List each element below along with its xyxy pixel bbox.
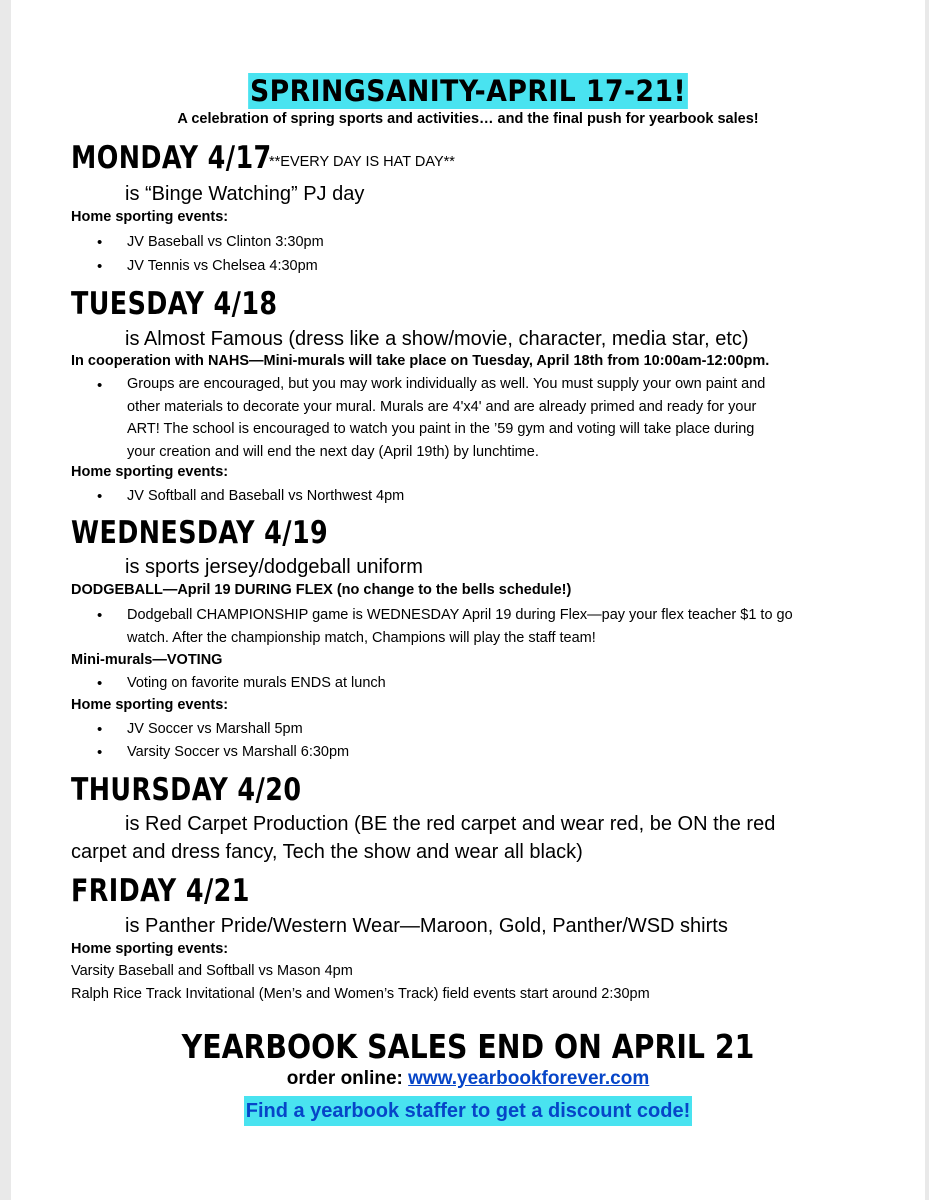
wednesday-event-2: Varsity Soccer vs Marshall 6:30pm — [127, 744, 350, 760]
tuesday-events-label: Home sporting events: — [71, 464, 229, 480]
bullet: • — [97, 744, 103, 761]
monday-event-1: JV Baseball vs Clinton 3:30pm — [127, 234, 324, 250]
tuesday-murals-line-1: Groups are encouraged, but you may work individually as well. You must supply your own paint and — [127, 376, 766, 392]
monday-event-2: JV Tennis vs Chelsea 4:30pm — [127, 258, 318, 274]
friday-event-1: Varsity Baseball and Softball vs Mason 4pm — [71, 963, 353, 979]
flyer-title: SPRINGSANITY-APRIL 17-21! — [249, 74, 687, 108]
bullet: • — [97, 258, 103, 275]
monday-events-label: Home sporting events: — [71, 209, 229, 225]
flyer-subtitle: A celebration of spring sports and activities… and the final push for yearbook sales! — [177, 111, 759, 127]
dodgeball-label: DODGEBALL—April 19 DURING FLEX (no change to the bells schedule!) — [71, 582, 572, 598]
voting-item: Voting on favorite murals ENDS at lunch — [127, 675, 386, 691]
discount-code-note: Find a yearbook staffer to get a discount code! — [244, 1096, 693, 1126]
order-online-line — [11, 1068, 925, 1090]
tuesday-heading: TUESDAY 4/18 — [71, 286, 278, 322]
thursday-theme-line-2: carpet and dress fancy, Tech the show and wear all black) — [71, 841, 583, 863]
monday-theme: is “Binge Watching” PJ day — [125, 183, 365, 205]
yearbook-sales-end-heading: YEARBOOK SALES END ON APRIL 21 — [181, 1027, 755, 1066]
tuesday-murals-line-3: ART! The school is encouraged to watch you paint in the ’59 gym and voting will take place during — [127, 421, 755, 437]
tuesday-murals-line-4: your creation and will end the next day (April 19th) by lunchtime. — [127, 444, 539, 460]
hat-day-note: **EVERY DAY IS HAT DAY** — [269, 154, 455, 170]
friday-heading: FRIDAY 4/21 — [71, 873, 250, 909]
friday-theme: is Panther Pride/Western Wear—Maroon, Gold, Panther/WSD shirts — [125, 915, 728, 937]
thursday-theme-line-1: is Red Carpet Production (BE the red carpet and wear red, be ON the red — [125, 813, 776, 835]
bullet: • — [97, 607, 103, 624]
dodgeball-line-2: watch. After the championship match, Champions will play the staff team! — [127, 630, 596, 646]
wednesday-theme: is sports jersey/dodgeball uniform — [125, 556, 423, 578]
bullet: • — [97, 675, 103, 692]
wednesday-events-label: Home sporting events: — [71, 697, 229, 713]
order-online-label: order online: — [286, 1068, 403, 1089]
wednesday-heading: WEDNESDAY 4/19 — [71, 515, 329, 551]
yearbook-order-link[interactable]: www.yearbookforever.com — [408, 1068, 650, 1089]
bullet: • — [97, 377, 103, 394]
monday-heading: MONDAY 4/17 — [71, 140, 272, 176]
flyer-page — [11, 0, 925, 1200]
wednesday-event-1: JV Soccer vs Marshall 5pm — [127, 721, 303, 737]
dodgeball-line-1: Dodgeball CHAMPIONSHIP game is WEDNESDAY April 19 during Flex—pay your flex teacher $1 to go — [127, 607, 793, 623]
bullet: • — [97, 488, 103, 505]
thursday-heading: THURSDAY 4/20 — [71, 772, 302, 808]
bullet: • — [97, 234, 103, 251]
tuesday-event-1: JV Softball and Baseball vs Northwest 4pm — [127, 488, 405, 504]
friday-event-2: Ralph Rice Track Invitational (Men’s and Women’s Track) field events start around 2:30pm — [71, 986, 650, 1002]
tuesday-murals-line-2: other materials to decorate your mural. Murals are 4'x4' and are already primed and ready for your — [127, 399, 757, 415]
tuesday-theme: is Almost Famous (dress like a show/movie, character, media star, etc) — [125, 328, 749, 350]
tuesday-murals-label: In cooperation with NAHS—Mini-murals will take place on Tuesday, April 18th from 10:00am-12:00pm. — [71, 353, 770, 369]
friday-events-label: Home sporting events: — [71, 941, 229, 957]
bullet: • — [97, 721, 103, 738]
voting-label: Mini-murals—VOTING — [71, 652, 223, 668]
